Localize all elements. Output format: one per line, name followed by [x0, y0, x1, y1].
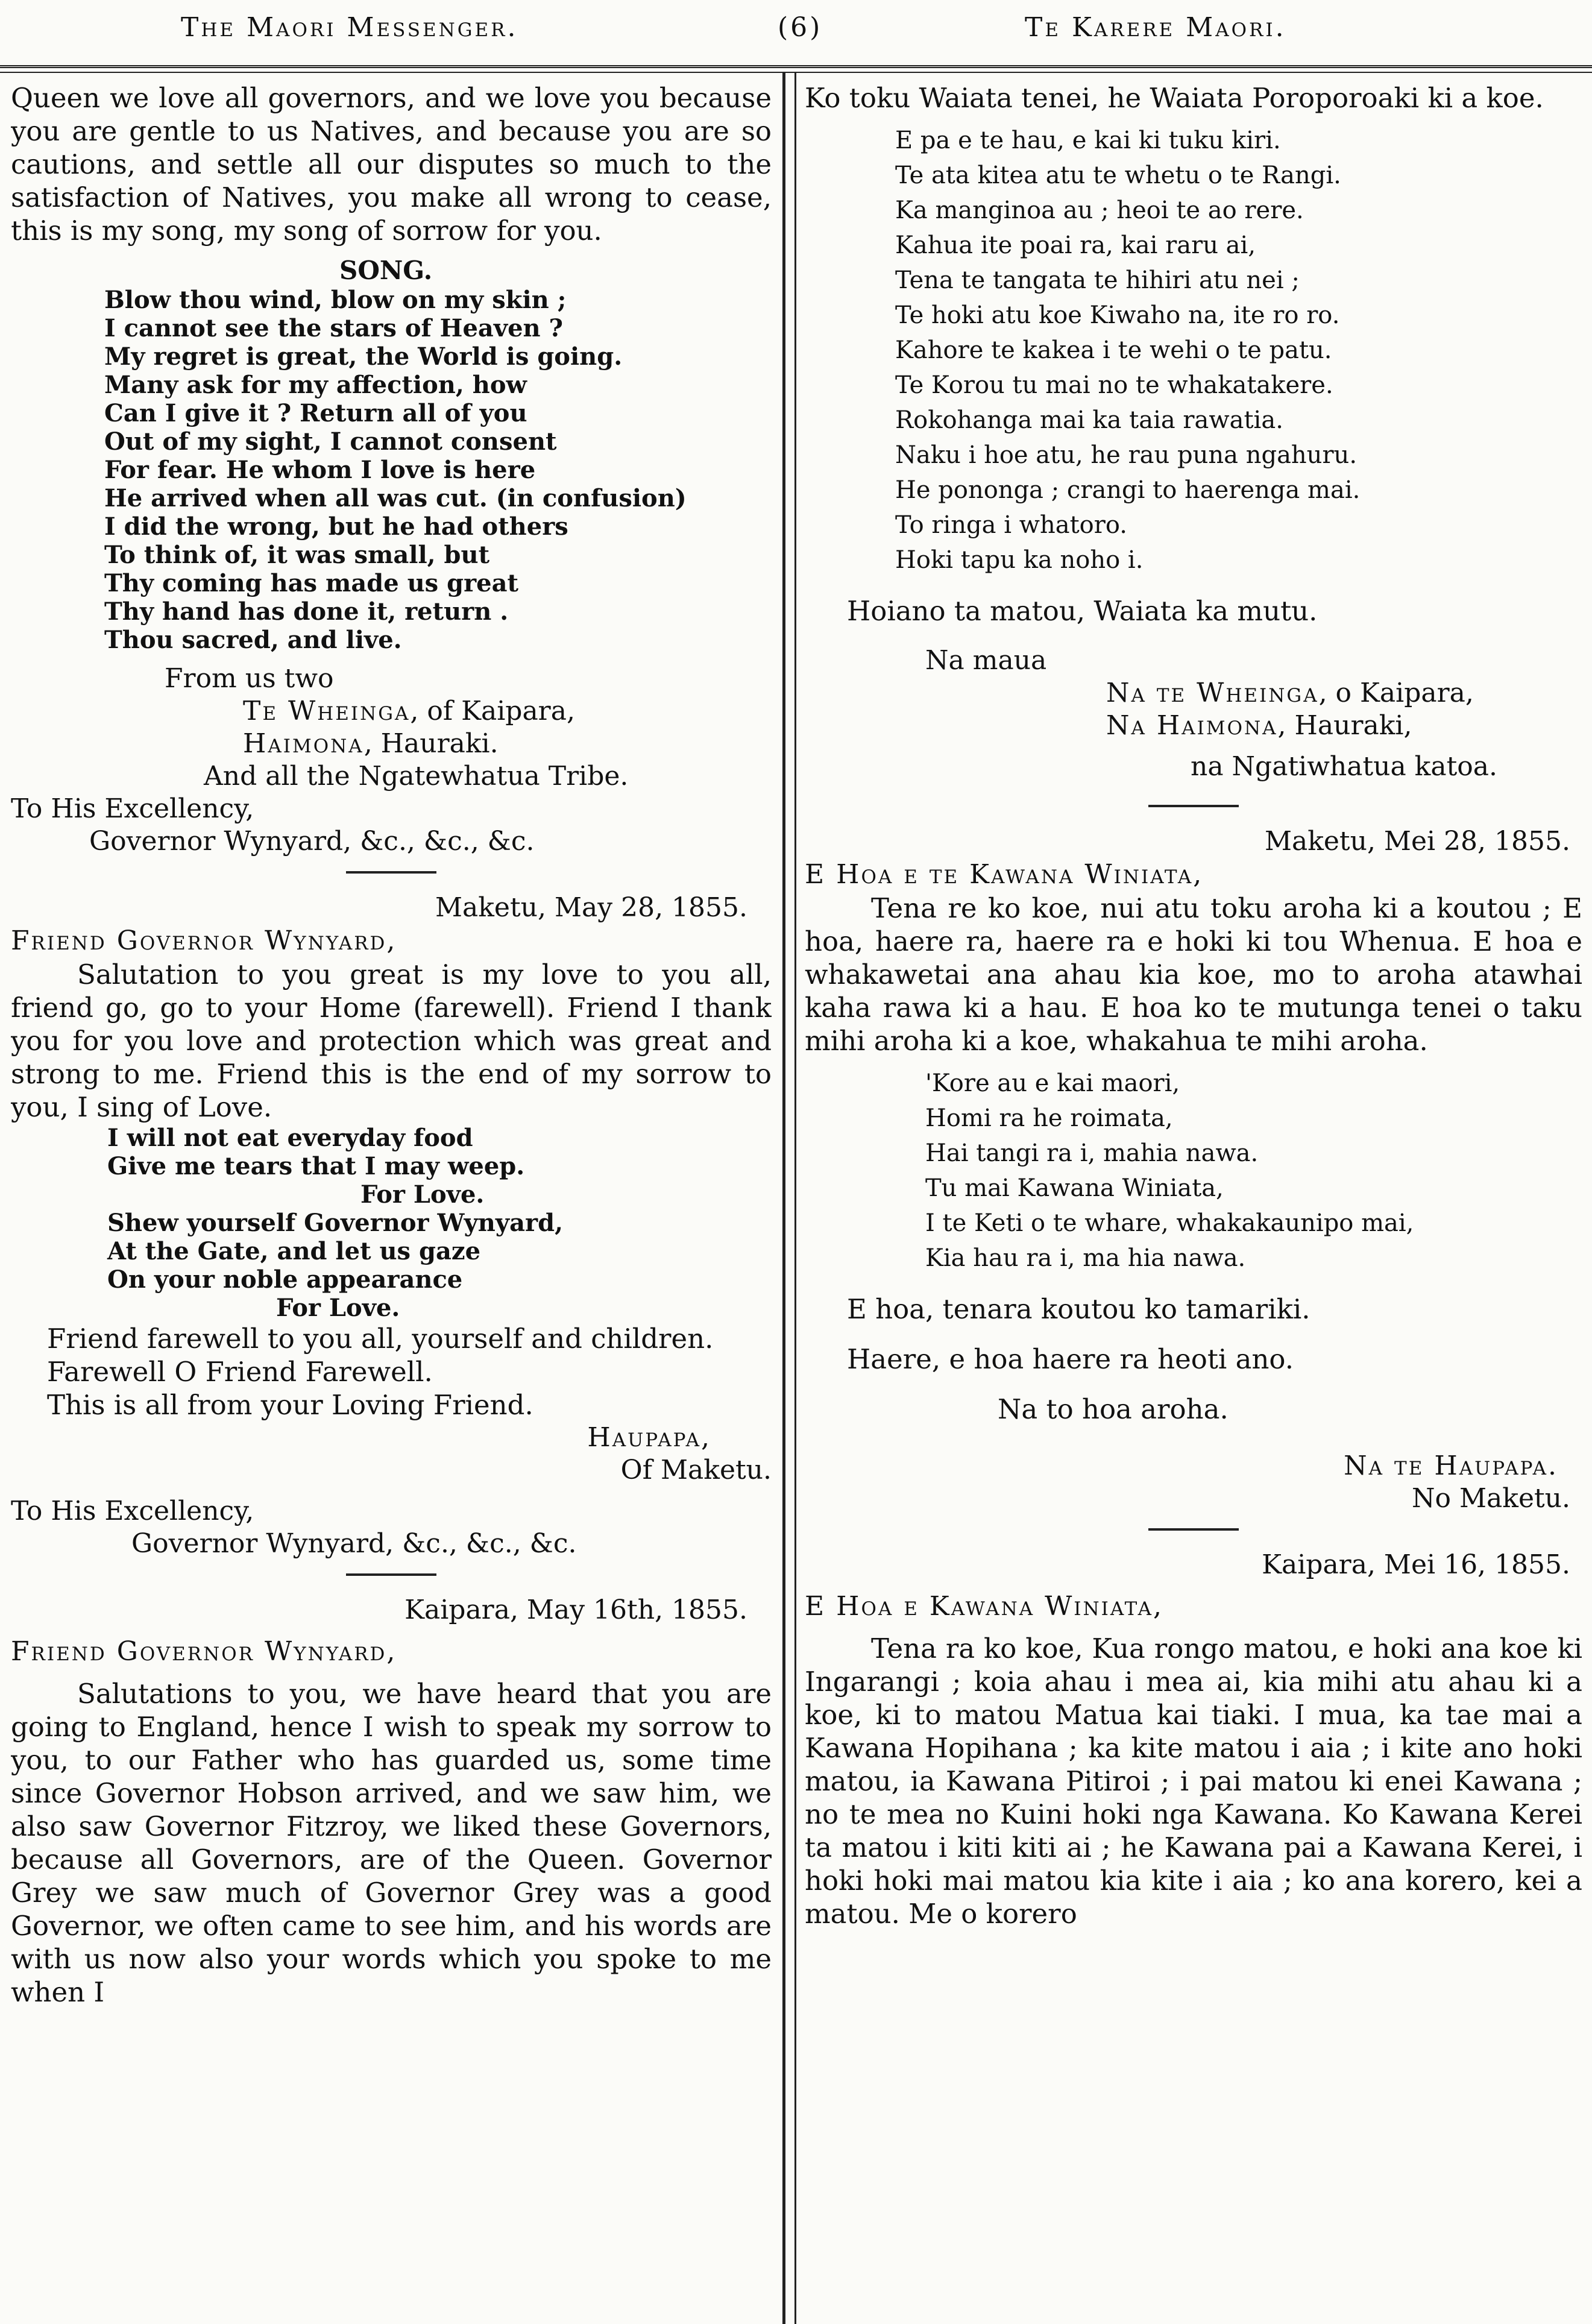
section-rule [1148, 1528, 1239, 1531]
song-line: My regret is great, the World is going. [104, 342, 623, 371]
letter2-farewell3-maori: Na to hoa aroha. [998, 1393, 1229, 1425]
letter2-signer-place: Of Maketu. [620, 1455, 772, 1485]
song-line: Tu mai Kawana Winiata, [925, 1174, 1224, 1202]
song-line: Blow thou wind, blow on my skin ; [104, 286, 567, 314]
signer-name: Te Wheinga [243, 696, 411, 726]
song-line: Kahore te kakea i te wehi o te patu. [895, 336, 1332, 364]
song-line: At the Gate, and let us gaze [107, 1237, 481, 1265]
song-line: I te Keti o te whare, whakakaunipo mai, [925, 1209, 1414, 1237]
letter2-body-maori: Tena re ko koe, nui atu toku aroha ki a koutou ; E hoa, haere ra, haere ra e hoki ki tou Whenua. E hoa e whakawetai ana ahau kia koe, mo to aroha atawhai kaha rawa ki a hau. E hoa ko te mutunga tenei o taku mihi aroha ki a koe, whakahua te mihi aroha. [805, 892, 1582, 1057]
song-line: Te hoki atu koe Kiwaho na, ite ro ro. [895, 301, 1340, 329]
song-line: On your noble appearance [107, 1265, 463, 1294]
letter2-dateline: Maketu, May 28, 1855. [435, 892, 747, 923]
column-divider-inner [794, 72, 796, 2324]
song-line: Homi ra he roimata, [925, 1104, 1173, 1132]
song-line: Give me tears that I may weep. [107, 1152, 525, 1180]
song-line: I cannot see the stars of Heaven ? [104, 314, 563, 342]
letter2-signer: Haupapa, [587, 1422, 711, 1453]
letter1-signer1-maori [1106, 677, 1582, 710]
song-line: Shew yourself Governor Wynyard, [107, 1209, 564, 1237]
letter2-governor: Governor Wynyard, &c., &c., &c. [131, 1528, 577, 1559]
letter3-salutation: Friend Governor Wynyard, [11, 1636, 397, 1667]
letter2-farewell1: Friend farewell to you all, yourself and children. [47, 1323, 714, 1355]
song-line: For Love. [360, 1180, 485, 1209]
song-line: For fear. He whom I love is here [104, 456, 536, 484]
letter2-song [107, 1124, 772, 1322]
song-line: Hoki tapu ka noho i. [895, 546, 1144, 574]
song-line: E pa e te hau, e kai ki tuku kiri. [895, 127, 1281, 154]
signer-place: , Hauraki. [363, 728, 499, 759]
song-line: For Love. [276, 1294, 400, 1322]
song-line: Can I give it ? Return all of you [104, 399, 527, 427]
signer-place: , o Kaipara, [1318, 678, 1474, 708]
letter2-body: Salutation to you great is my love to you all, friend go, go to your Home (farewell). Friend I thank you for you love and protection which was great and strong to me. Friend this is the end of my sorrow to you, I sing of Love. [11, 959, 772, 1123]
letter1-from-maori: Na maua [925, 645, 1047, 676]
page-number: (6) [778, 12, 823, 43]
column-divider [782, 72, 785, 2324]
signer-name: Haimona [243, 728, 364, 759]
letter2-salutation-maori: E Hoa e te Kawana Winiata, [805, 859, 1204, 890]
letter2-signer-maori: Na te Haupapa. [1344, 1450, 1558, 1481]
song-line: I did the wrong, but he had others [104, 512, 568, 541]
song-line: He pononga ; crangi to haerenga mai. [895, 476, 1361, 504]
song-line: Kia hau ra i, ma hia nawa. [925, 1244, 1246, 1272]
maori-column [805, 81, 1582, 2318]
section-rule [1148, 805, 1239, 807]
letter2-farewell2-maori: Haere, e hoa haere ra heoti ano. [847, 1343, 1294, 1375]
signer-place: , Hauraki, [1277, 710, 1412, 741]
song-line: Naku i hoe atu, he rau puna ngahuru. [895, 441, 1358, 469]
letter3-dateline: Kaipara, May 16th, 1855. [404, 1595, 747, 1625]
letter1-song-maori [895, 123, 1582, 578]
song-line: Kahua ite poai ra, kai raru ai, [895, 231, 1256, 259]
letter1-signer2 [243, 728, 772, 760]
letter2-salutation: Friend Governor Wynyard, [11, 925, 397, 956]
song-line: Rokohanga mai ka taia rawatia. [895, 406, 1283, 434]
letter1-song [104, 286, 772, 654]
signer-place: , of Kaipara, [410, 696, 575, 726]
song-line: To think of, it was small, but [104, 541, 490, 569]
song-line: Ka manginoa au ; heoi te ao rere. [895, 197, 1304, 224]
song-line: I will not eat everyday food [107, 1124, 473, 1152]
section-rule [346, 871, 436, 874]
song-line: Te Korou tu mai no te whakatakere. [895, 371, 1333, 399]
letter1-governor: Governor Wynyard, &c., &c., &c. [89, 826, 535, 857]
song-line: Thou sacred, and live. [104, 626, 402, 654]
song-title: SONG. [339, 256, 433, 285]
signer-name: Na te Wheinga [1106, 678, 1319, 708]
letter1-intro: Queen we love all governors, and we love you because you are gentle to us Natives, and because you are so cautions, and settle all our disputes so much to the satisfaction of Natives, you make all wrong to cease, this is my song, my song of sorrow for you. [11, 82, 772, 247]
section-rule [346, 1573, 436, 1576]
song-line: He arrived when all was cut. (in confusion) [104, 484, 687, 512]
signer-name: Na Haimona [1106, 710, 1278, 741]
song-line: Te ata kitea atu te whetu o te Rangi. [895, 162, 1341, 189]
letter3-dateline-maori: Kaipara, Mei 16, 1855. [1262, 1549, 1570, 1580]
letter2-farewell1-maori: E hoa, tenara koutou ko tamariki. [847, 1293, 1310, 1325]
letter1-intro-maori: Ko toku Waiata tenei, he Waiata Poroporoaki ki a koe. [805, 82, 1544, 114]
letter1-tribe: And all the Ngatewhatua Tribe. [204, 761, 629, 792]
letter2-farewell3: This is all from your Loving Friend. [47, 1389, 533, 1421]
english-column [11, 81, 772, 2318]
letter2-signer-place-maori: No Maketu. [1412, 1483, 1570, 1514]
letter2-song-maori [925, 1066, 1582, 1276]
letter1-closing-maori: Hoiano ta matou, Waiata ka mutu. [847, 595, 1318, 627]
song-line: Hai tangi ra i, mahia nawa. [925, 1139, 1259, 1167]
header-maori-title: Te Karere Maori. [1025, 12, 1286, 43]
letter3-body-maori: Tena ra ko koe, Kua rongo matou, e hoki ana koe ki Ingarangi ; koia ahau i mea ai, kia mihi atu ahau ki a koe, ki to matou Matua kai tiaki. I mua, ka tae mai a Kawana Hopihana ; ka kite matou i aia ; i kite ano hoki matou, ia Kawana Pitiroi ; i pai matou ki enei Kawana ; no te mea no Kuini hoki nga Kawana. Ko Kawana Kerei ta matou i kiti kiti ai ; he Kawana pai a Kawana Kerei, i hoki hoki mai matou kia kite i aia ; ko ana korero, kei a matou. Me o korero [805, 1633, 1582, 1930]
letter1-tribe-maori: na Ngatiwhatua katoa. [1191, 751, 1497, 782]
song-line: Thy hand has done it, return . [104, 597, 509, 626]
letter2-dateline-maori: Maketu, Mei 28, 1855. [1264, 826, 1570, 857]
letter3-salutation-maori: E Hoa e Kawana Winiata, [805, 1591, 1163, 1622]
header-english-title: The Maori Messenger. [181, 12, 518, 43]
song-line: Out of my sight, I cannot consent [104, 427, 557, 456]
song-line: To ringa i whatoro. [895, 511, 1127, 539]
song-line: Many ask for my affection, how [104, 371, 527, 399]
letter1-to: To His Excellency, [11, 793, 254, 824]
page-header [0, 0, 1592, 60]
letter2-farewell2: Farewell O Friend Farewell. [47, 1356, 433, 1388]
letter1-signer2-maori [1106, 710, 1582, 742]
song-line: Thy coming has made us great [104, 569, 518, 597]
letter1-signer1 [243, 695, 772, 728]
song-line: 'Kore au e kai maori, [925, 1069, 1180, 1097]
song-line: Tena te tangata te hihiri atu nei ; [895, 266, 1300, 294]
letter2-to: To His Excellency, [11, 1496, 254, 1526]
letter1-from: From us two [165, 663, 334, 694]
letter3-body: Salutations to you, we have heard that you are going to England, hence I wish to speak my sorrow to you, to our Father who has guarded us, some time since Governor Hobson arrived, and we saw him, we also saw Governor Fitzroy, we liked these Governors, because all Governors, are of the Queen. Governor Grey we saw much of Governor Grey was a good Governor, we often came to see him, and his words are with us now also your words which you spoke to me when I [11, 1678, 772, 2008]
